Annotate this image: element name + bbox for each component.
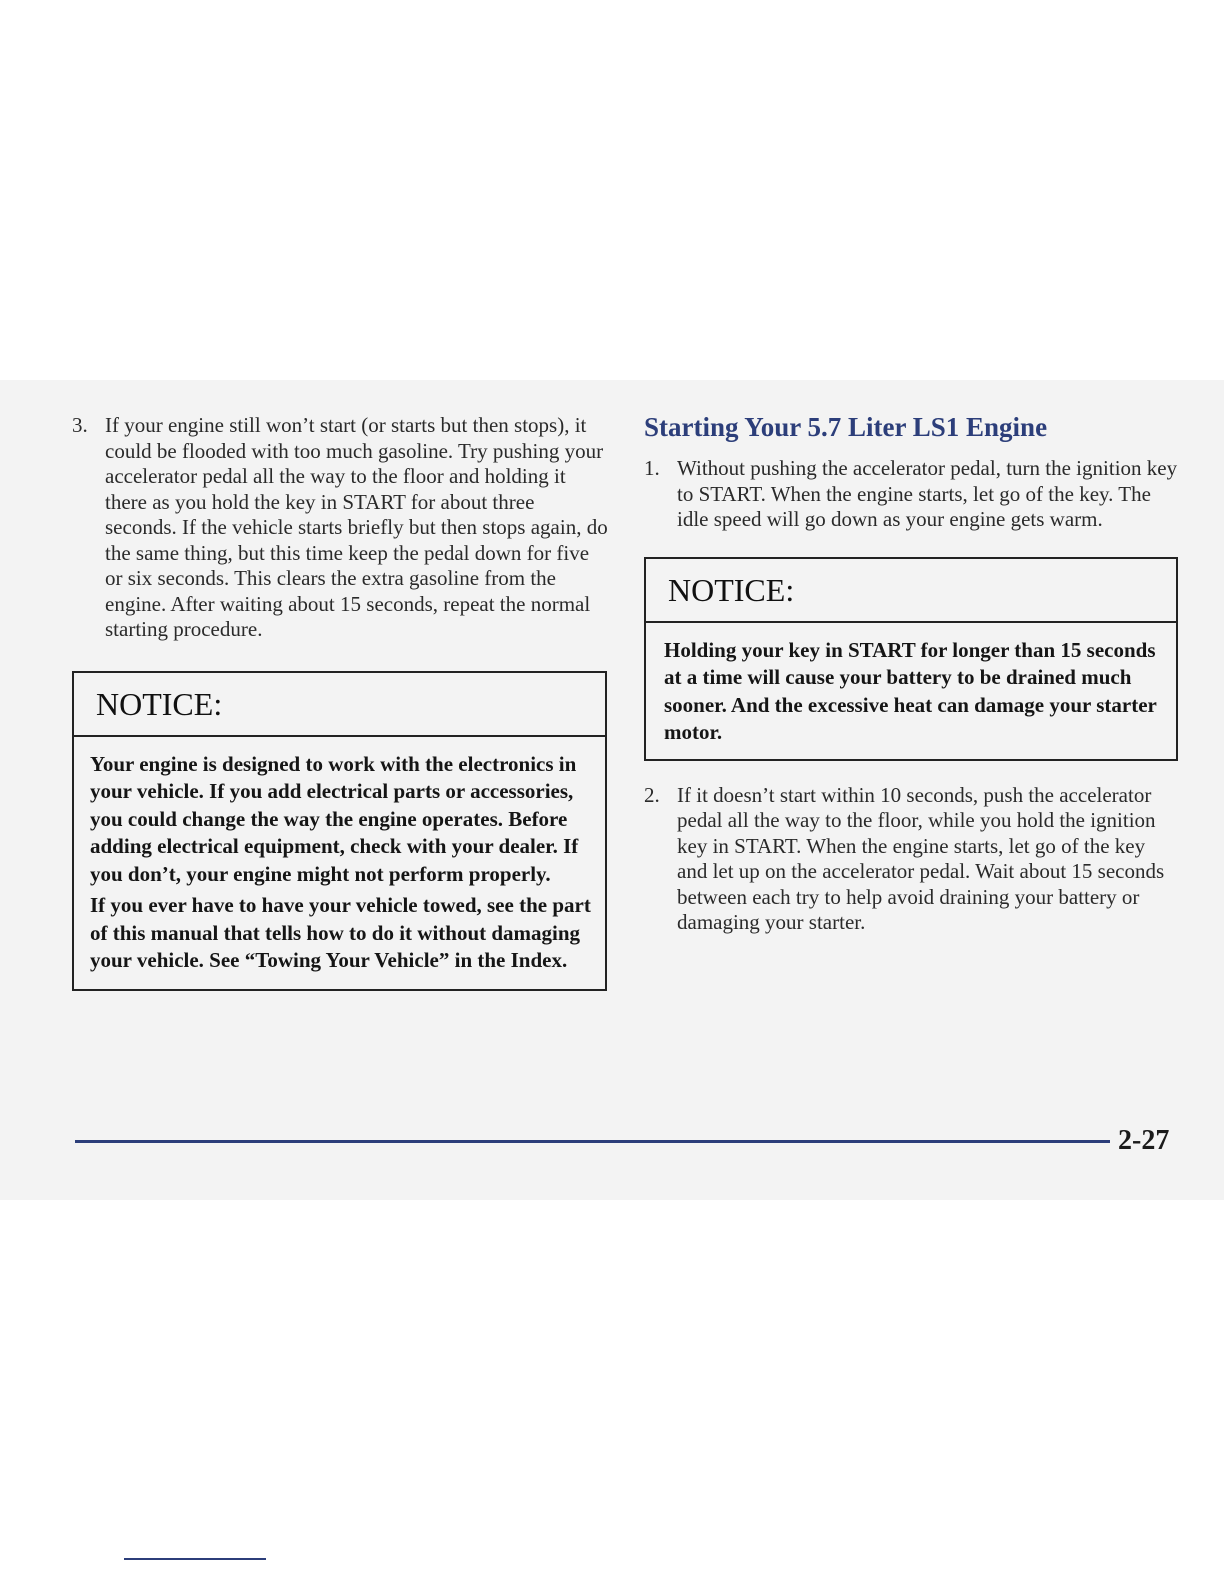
bottom-rule-mark [124,1558,266,1560]
notice-heading: NOTICE: [74,673,605,737]
page-number: 2-27 [1118,1125,1170,1156]
key-start-notice [644,557,1178,761]
left-column [72,413,608,991]
step-number: 2. [644,782,660,807]
notice-paragraph: Holding your key in START for longer than 15 seconds at a time will cause your battery to be drained much sooner. And the excessive heat can damage your starter motor. [664,637,1157,744]
step-3 [72,413,608,643]
notice-paragraph: If you ever have to have your vehicle towed, see the part of this manual that tells how to do it without damaging your vehicle. See “Towing Your Vehicle” in the Index. [90,893,591,972]
engine-electronics-notice [72,671,607,991]
step-1 [644,456,1180,533]
step-number: 1. [644,456,660,480]
notice-body [646,623,1176,759]
section-title: Starting Your 5.7 Liter LS1 Engine [644,412,1048,442]
step-2 [644,783,1180,936]
footer-rule [75,1140,1110,1143]
step-text: If your engine still won’t start (or starts but then stops), it could be flooded with too much gasoline. Try pushing your accelerator pedal all the way to the floor and holding it there as you hold the key in START for about three seconds. If the vehicle starts briefly but then stops again, do the same thing, but this time keep the pedal down for five or six seconds. This clears the extra gasoline from the engine. After waiting about 15 seconds, repeat the normal starting procedure. [105,413,608,641]
step-number: 3. [72,413,88,437]
notice-paragraph: Your engine is designed to work with the electronics in your vehicle. If you add electrical parts or accessories, you could change the way the engine operates. Before adding electrical equipment, check with your dealer. If you don’t, your engine might not perform properly. [90,751,579,886]
step-text: If it doesn’t start within 10 seconds, push the accelerator pedal all the way to the floor, while you hold the ignition key in START. When the engine starts, let go of the key and let up on the accelerator pedal. Wait about 15 seconds between each try to help avoid draining your battery or damaging your starter. [677,782,1165,934]
step-text: Without pushing the accelerator pedal, turn the ignition key to START. When the engine starts, let go of the key. The idle speed will go down as your engine gets warm. [677,456,1178,531]
notice-body [74,737,605,989]
notice-heading: NOTICE: [646,559,1176,623]
right-column [644,410,1180,936]
